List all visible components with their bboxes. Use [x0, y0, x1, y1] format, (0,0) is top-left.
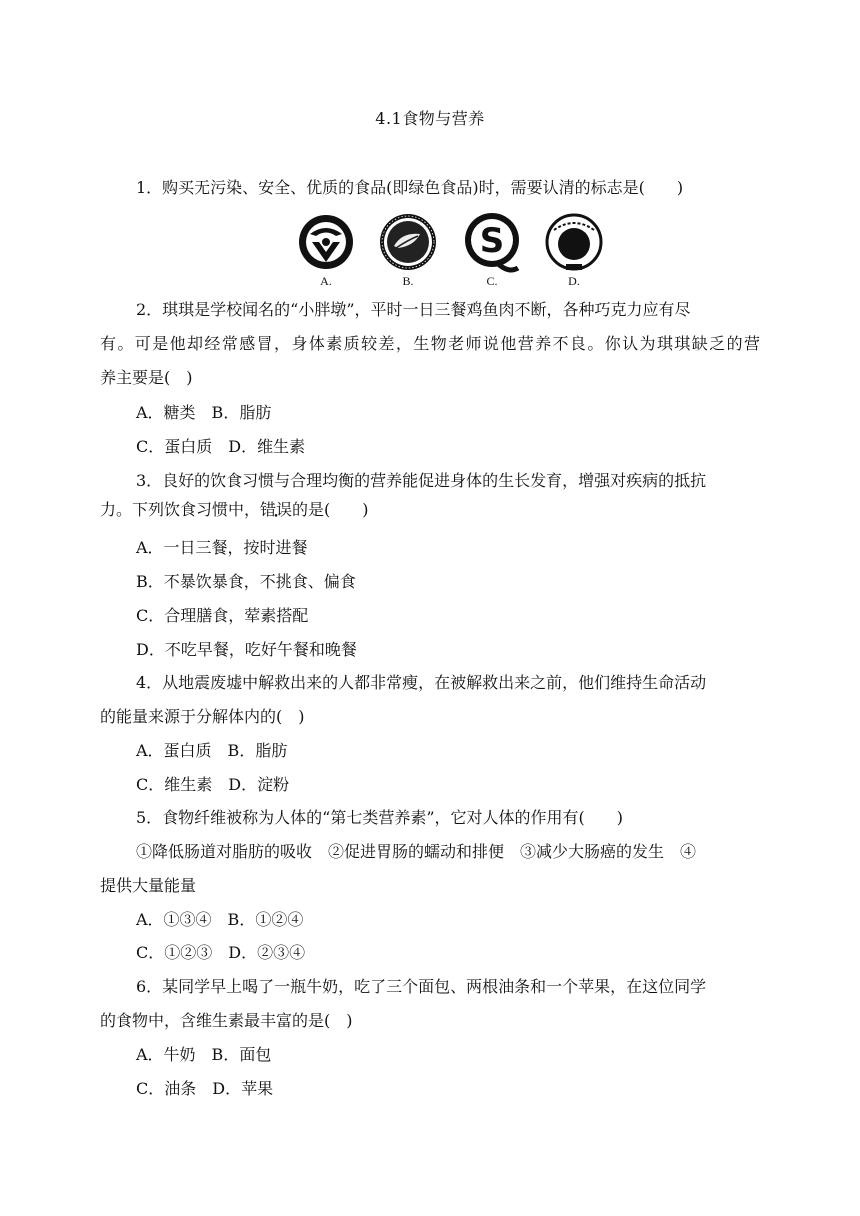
question-3-option-c: C．合理膳食，荤素搭配 — [136, 606, 309, 625]
page-title: 4.1食物与营养 — [375, 109, 485, 128]
question-5-options-cd: C．①②③ D．②③④ — [136, 943, 306, 962]
question-5-stem-line-2: ①降低肠道对脂肪的吸收 ②促进胃肠的蠕动和排便 ③减少大肠癌的发生 ④ — [136, 842, 697, 861]
question-4-options-ab: A．蛋白质 B．脂肪 — [136, 741, 288, 760]
question-3-stem-tail: 的是( ) — [292, 500, 369, 519]
s-mark-icon — [456, 212, 528, 274]
question-3-stem-lead: 力。下列饮食习惯中， — [100, 500, 261, 519]
question-4-stem-line-1: 4．从地震废墟中解救出来的人都非常瘦，在被解救出来之前，他们维持生命活动 — [136, 673, 707, 692]
option-c-logo — [456, 212, 528, 288]
option-a-label: A. — [320, 274, 332, 288]
question-2-options-cd: C．蛋白质 D．维生素 — [136, 437, 306, 456]
question-3-option-d: D．不吃早餐，吃好午餐和晚餐 — [136, 640, 357, 659]
option-b-label: B. — [402, 274, 414, 288]
option-b-logo — [372, 212, 444, 288]
emphasis-text — [260, 500, 292, 519]
emphasis-word: 错误 — [260, 500, 293, 519]
green-food-logo-icon — [290, 212, 362, 274]
svg-text:S: S — [479, 221, 505, 261]
option-d-logo — [538, 212, 610, 288]
question-5-options-ab: A．①③④ B．①②④ — [136, 910, 304, 929]
question-4-stem-line-2: 的能量来源于分解体内的( ) — [100, 707, 305, 726]
question-5-stem-line-1: 5．食物纤维被称为人体的“第七类营养素”，它对人体的作用有( ) — [136, 808, 624, 827]
q1-logo-row — [290, 212, 610, 288]
question-3-option-a: A．一日三餐，按时进餐 — [136, 538, 308, 557]
option-a-logo — [290, 212, 362, 288]
question-3-stem-line-2 — [100, 500, 369, 520]
question-2-stem-line-3: 养主要是( ) — [100, 368, 193, 387]
question-4-options-cd: C．维生素 D．淀粉 — [136, 775, 290, 794]
question-2-stem-line-2: 有。可是他却经常感冒，身体素质较差，生物老师说他营养不良。你认为琪琪缺乏的营 — [100, 334, 760, 353]
question-2-stem-line-1: 2．琪琪是学校闻名的“小胖墩”，平时一日三餐鸡鱼肉不断，各种巧克力应有尽 — [136, 300, 691, 319]
option-c-label: C. — [486, 274, 498, 288]
question-6-options-ab: A．牛奶 B．面包 — [136, 1045, 272, 1064]
option-d-label: D. — [568, 274, 580, 288]
question-6-options-cd: C．油条 D．苹果 — [136, 1079, 274, 1098]
question-5-stem-line-3: 提供大量能量 — [100, 876, 197, 895]
question-3-stem-line-1: 3．良好的饮食习惯与合理均衡的营养能促进身体的生长发育，增强对疾病的抵抗 — [136, 471, 707, 490]
question-2-options-ab: A．糖类 B．脂肪 — [136, 403, 272, 422]
question-6-stem-line-1: 6．某同学早上喝了一瓶牛奶，吃了三个面包、两根油条和一个苹果，在这位同学 — [136, 977, 707, 996]
question-3-option-b: B．不暴饮暴食，不挑食、偏食 — [136, 572, 356, 591]
black-disc-seal-icon — [538, 212, 610, 274]
leaf-seal-icon — [372, 212, 444, 274]
question-6-stem-line-2: 的食物中，含维生素最丰富的是( ) — [100, 1011, 353, 1030]
question-1-stem: 1．购买无污染、安全、优质的食品(即绿色食品)时，需要认清的标志是( ) — [136, 178, 684, 197]
